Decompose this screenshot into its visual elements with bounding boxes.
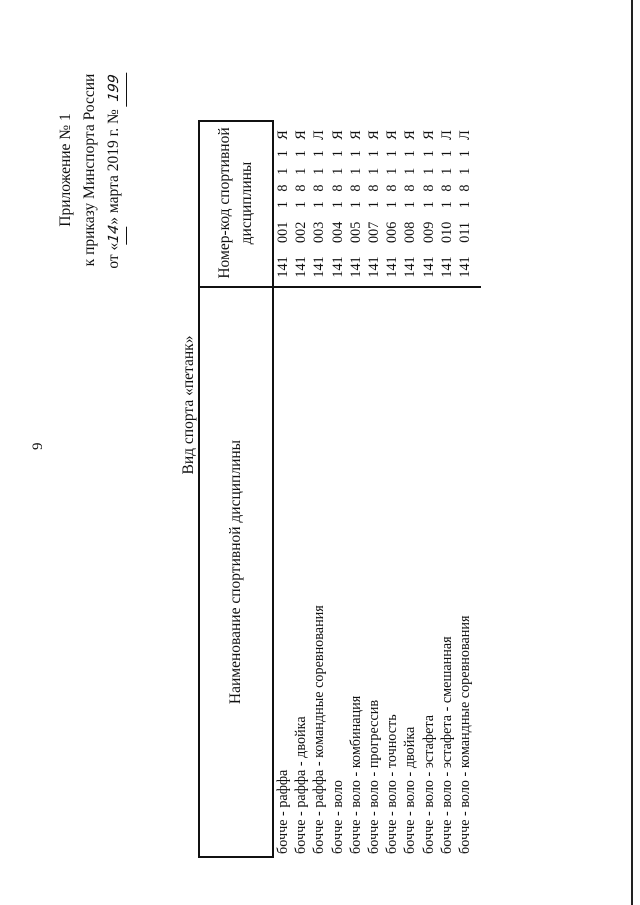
table-row <box>401 120 419 858</box>
code-part: 002 <box>293 221 310 243</box>
code-part: 1 <box>311 167 328 175</box>
code-part: 141 <box>329 256 346 278</box>
table-row <box>438 120 456 858</box>
code-part: 1 <box>365 201 382 209</box>
code-part: 1 <box>329 167 346 175</box>
code-part: 009 <box>420 221 437 243</box>
discipline-name: бочче - воло - эстафета - смешанная <box>438 636 455 854</box>
code-part: 8 <box>384 184 401 192</box>
date-day-handwritten: 14 <box>102 223 127 245</box>
discipline-name: бочче - воло - точность <box>384 714 401 854</box>
code-part: 8 <box>275 184 291 192</box>
code-part: 1 <box>275 201 291 209</box>
code-part: 141 <box>402 256 419 278</box>
code-part: 8 <box>311 184 328 192</box>
code-part: 141 <box>275 256 291 278</box>
discipline-code <box>438 120 456 280</box>
table-row <box>365 120 383 858</box>
table-row <box>310 120 328 858</box>
code-part: 1 <box>311 150 328 158</box>
discipline-name: бочче - воло <box>329 779 346 854</box>
discipline-rows <box>274 120 474 858</box>
code-part: 1 <box>420 167 437 175</box>
code-part: 003 <box>311 221 328 243</box>
code-part: 1 <box>365 167 382 175</box>
discipline-name: бочче - воло - комбинация <box>347 695 364 854</box>
table-row <box>292 120 310 858</box>
code-part: 1 <box>329 201 346 209</box>
code-part: 1 <box>275 150 291 158</box>
discipline-code <box>310 120 328 280</box>
discipline-code <box>456 120 474 280</box>
code-part: 8 <box>438 184 455 192</box>
code-part: 001 <box>275 221 291 243</box>
code-part: 1 <box>402 167 419 175</box>
appendix-block <box>54 5 127 335</box>
discipline-name: бочче - воло - эстафета <box>420 714 437 854</box>
appendix-title: Приложение № 1 <box>57 113 74 227</box>
code-part: 1 <box>384 150 401 158</box>
code-part: 1 <box>293 167 310 175</box>
code-part: 1 <box>329 150 346 158</box>
code-part: 1 <box>384 201 401 209</box>
code-part: 008 <box>402 221 419 243</box>
table-row <box>274 120 292 858</box>
code-part: 8 <box>347 184 364 192</box>
table-row <box>420 120 438 858</box>
code-part: 1 <box>438 167 455 175</box>
date-prefix: от « <box>105 242 122 269</box>
code-part: 1 <box>347 150 364 158</box>
code-part: Л <box>438 130 455 140</box>
code-part: 1 <box>275 167 291 175</box>
discipline-code <box>292 120 310 280</box>
code-part: Я <box>293 130 310 140</box>
code-part: 010 <box>438 221 455 243</box>
code-part: 011 <box>456 221 473 243</box>
table-row <box>347 120 365 858</box>
table-row <box>456 120 474 858</box>
discipline-code <box>401 120 419 280</box>
code-part: 8 <box>420 184 437 192</box>
appendix-order: к приказу Минспорта России <box>81 73 98 267</box>
discipline-code <box>420 120 438 280</box>
table-row <box>329 120 347 858</box>
appendix-date-line <box>102 5 127 335</box>
code-part: 1 <box>456 167 473 175</box>
sport-title: Вид спорта «петанк» <box>180 335 197 475</box>
code-part: 1 <box>420 150 437 158</box>
code-part: 141 <box>456 256 473 278</box>
code-part: 141 <box>293 256 310 278</box>
code-part: 1 <box>420 201 437 209</box>
code-part: 1 <box>456 201 473 209</box>
code-part: 1 <box>438 150 455 158</box>
code-part: 1 <box>384 167 401 175</box>
discipline-code <box>365 120 383 280</box>
code-part: 8 <box>365 184 382 192</box>
code-part: 1 <box>456 150 473 158</box>
header-discipline-code: Номер-код спортивной дисциплины <box>216 127 255 279</box>
code-part: 141 <box>311 256 328 278</box>
code-part: 1 <box>402 150 419 158</box>
code-part: 141 <box>384 256 401 278</box>
table-row <box>383 120 401 858</box>
code-part: 8 <box>456 184 473 192</box>
code-part: 1 <box>347 167 364 175</box>
discipline-name: бочче - воло - командные соревнования <box>456 615 473 854</box>
code-part: 1 <box>293 201 310 209</box>
discipline-name: бочче - раффа <box>275 769 291 854</box>
code-part: 005 <box>347 221 364 243</box>
code-part: Я <box>365 130 382 140</box>
discipline-name: бочче - воло - двойка <box>402 726 419 854</box>
discipline-code <box>274 120 292 280</box>
code-part: 141 <box>438 256 455 278</box>
code-part: 1 <box>293 150 310 158</box>
date-middle: » марта 2019 г. № <box>105 109 122 225</box>
code-part: Я <box>420 130 437 140</box>
header-discipline-name: Наименование спортивной дисциплины <box>227 439 244 705</box>
code-part: Я <box>275 130 291 140</box>
order-number-handwritten: 199 <box>102 70 127 108</box>
discipline-code <box>347 120 365 280</box>
code-part: 141 <box>347 256 364 278</box>
code-part: Я <box>347 130 364 140</box>
code-part: 8 <box>402 184 419 192</box>
code-part: 007 <box>365 221 382 243</box>
discipline-name: бочче - раффа - двойка <box>293 716 310 854</box>
code-part: 8 <box>293 184 310 192</box>
code-part: Я <box>329 130 346 140</box>
code-part: Л <box>456 130 473 140</box>
code-part: 141 <box>365 256 382 278</box>
code-part: 006 <box>384 221 401 243</box>
code-part: Л <box>311 130 328 140</box>
discipline-code <box>383 120 401 280</box>
code-part: 1 <box>438 201 455 209</box>
code-part: 1 <box>365 150 382 158</box>
code-part: 141 <box>420 256 437 278</box>
code-part: 1 <box>402 201 419 209</box>
discipline-code <box>329 120 347 280</box>
code-part: Я <box>402 130 419 140</box>
discipline-name: бочче - воло - прогрессив <box>365 699 382 854</box>
code-part: Я <box>384 130 401 140</box>
code-part: 8 <box>329 184 346 192</box>
code-part: 1 <box>347 201 364 209</box>
page-number: 9 <box>30 442 46 450</box>
code-part: 004 <box>329 221 346 243</box>
code-part: 1 <box>311 201 328 209</box>
discipline-name: бочче - раффа - командные соревнования <box>311 605 328 854</box>
